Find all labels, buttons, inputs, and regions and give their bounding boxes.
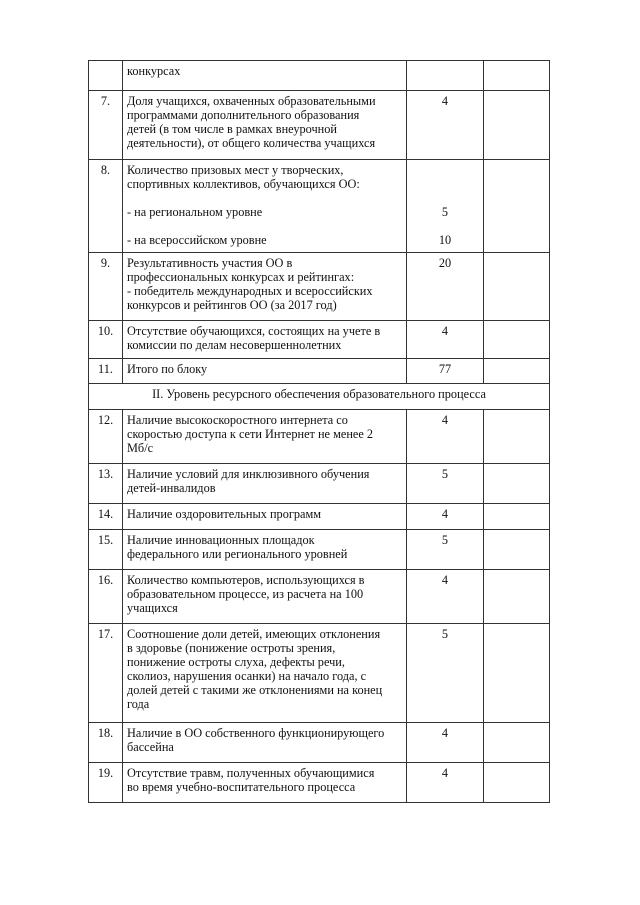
criterion-text-line: детей-инвалидов — [127, 481, 216, 495]
criterion-text-line: во время учебно-воспитательного процесса — [127, 780, 356, 794]
criterion-text-line: учащихся — [127, 601, 178, 615]
table-row — [89, 160, 550, 253]
empty-cell — [484, 359, 550, 384]
score-value: 4 — [441, 324, 449, 338]
criterion-text-line: бассейна — [127, 740, 174, 754]
criterion-name — [123, 253, 407, 321]
criterion-text-line: - на региональном уровне — [127, 205, 263, 219]
row-number: 15. — [89, 530, 123, 570]
score-value: 4 — [441, 413, 449, 427]
max-score — [407, 570, 484, 624]
row-number: 16. — [89, 570, 123, 624]
criterion-name — [123, 504, 407, 530]
criteria-table-body — [89, 61, 550, 803]
criterion-text-line: образовательном процессе, из расчета на 100 — [127, 587, 364, 601]
max-score — [407, 530, 484, 570]
criterion-name — [123, 763, 407, 803]
criterion-name — [123, 91, 407, 160]
table-row — [89, 570, 550, 624]
max-score — [407, 91, 484, 160]
criterion-name — [123, 61, 407, 91]
criterion-text-line: понижение остроты слуха, дефекты речи, — [127, 655, 345, 669]
table-row — [89, 359, 550, 384]
empty-cell — [484, 61, 550, 91]
table-row — [89, 763, 550, 803]
row-number: 17. — [89, 624, 123, 723]
criterion-text-line: деятельности), от общего количества учащихся — [127, 136, 376, 150]
criterion-text-line: федерального или регионального уровней — [127, 547, 348, 561]
table-row — [89, 530, 550, 570]
criterion-text-line: Доля учащихся, охваченных образовательными — [127, 94, 376, 108]
criterion-text-line: Наличие инновационных площадок — [127, 533, 315, 547]
criterion-text-line: Наличие оздоровительных программ — [127, 507, 322, 521]
score-value: 4 — [441, 766, 449, 780]
table-row — [89, 624, 550, 723]
score-value — [411, 177, 479, 191]
max-score — [407, 464, 484, 504]
score-value: 4 — [441, 507, 449, 521]
criterion-text-line: Наличие в ОО собственного функционирующего — [127, 726, 385, 740]
criterion-text-line: скоростью доступа к сети Интернет не менее 2 — [127, 427, 374, 441]
score-value: 4 — [441, 573, 449, 587]
max-score — [407, 624, 484, 723]
table-row — [89, 253, 550, 321]
max-score — [407, 410, 484, 464]
empty-cell — [484, 91, 550, 160]
table-row — [89, 410, 550, 464]
row-number: 10. — [89, 321, 123, 359]
criterion-name — [123, 464, 407, 504]
empty-cell — [484, 504, 550, 530]
row-number: 18. — [89, 723, 123, 763]
criterion-name — [123, 530, 407, 570]
criterion-text-line — [127, 219, 402, 233]
max-score — [407, 160, 484, 253]
criterion-text-line: долей детей с такими же отклонениями на конец — [127, 683, 383, 697]
empty-cell — [484, 253, 550, 321]
criterion-text-line: Результативность участия ОО в — [127, 256, 293, 270]
criterion-text-line: конкурсов и рейтингов ОО (за 2017 год) — [127, 298, 337, 312]
row-number: 9. — [89, 253, 123, 321]
score-value — [411, 64, 479, 78]
empty-cell — [484, 160, 550, 253]
max-score — [407, 61, 484, 91]
score-value: 5 — [441, 205, 449, 219]
section-title: II. Уровень ресурсного обеспечения образовательного процесса — [89, 384, 550, 410]
criterion-text-line: - на всероссийском уровне — [127, 233, 267, 247]
score-value: 4 — [441, 726, 449, 740]
empty-cell — [484, 410, 550, 464]
table-row — [89, 464, 550, 504]
criterion-text-line: года — [127, 697, 150, 711]
criterion-name — [123, 160, 407, 253]
criterion-name — [123, 723, 407, 763]
criterion-text-line: программами дополнительного образования — [127, 108, 360, 122]
empty-cell — [484, 723, 550, 763]
criterion-text-line: детей (в том числе в рамках внеурочной — [127, 122, 337, 136]
criterion-text-line: Соотношение доли детей, имеющих отклонения — [127, 627, 381, 641]
criterion-text-line: конкурсах — [127, 64, 181, 78]
score-value: 5 — [441, 627, 449, 641]
row-number: 19. — [89, 763, 123, 803]
table-row — [89, 723, 550, 763]
max-score — [407, 253, 484, 321]
criterion-text-line: спортивных коллективов, обучающихся ОО: — [127, 177, 360, 191]
table-row — [89, 504, 550, 530]
max-score — [407, 763, 484, 803]
row-number — [89, 61, 123, 91]
max-score — [407, 723, 484, 763]
criterion-text-line — [127, 191, 402, 205]
score-value — [411, 163, 479, 177]
criterion-text-line: - победитель международных и всероссийских — [127, 284, 373, 298]
empty-cell — [484, 321, 550, 359]
table-row — [89, 61, 550, 91]
max-score — [407, 504, 484, 530]
criterion-text-line: в здоровье (понижение остроты зрения, — [127, 641, 336, 655]
empty-cell — [484, 763, 550, 803]
row-number: 11. — [89, 359, 123, 384]
criterion-text-line: Мб/с — [127, 441, 154, 455]
criterion-name — [123, 570, 407, 624]
criteria-table — [88, 60, 550, 803]
criterion-text-line: комиссии по делам несовершеннолетних — [127, 338, 342, 352]
empty-cell — [484, 624, 550, 723]
criterion-text-line: Наличие высокоскоростного интернета со — [127, 413, 348, 427]
empty-cell — [484, 570, 550, 624]
empty-cell — [484, 464, 550, 504]
criterion-name — [123, 410, 407, 464]
score-value: 5 — [441, 533, 449, 547]
score-value — [411, 191, 479, 205]
row-number: 7. — [89, 91, 123, 160]
score-value — [411, 219, 479, 233]
criterion-text-line: Итого по блоку — [127, 362, 208, 376]
criterion-text-line: профессиональных конкурсах и рейтингах: — [127, 270, 355, 284]
criterion-name — [123, 359, 407, 384]
criterion-text-line: сколиоз, нарушения осанки) на начало года, с — [127, 669, 367, 683]
criterion-name — [123, 321, 407, 359]
criterion-text-line: Отсутствие травм, полученных обучающимися — [127, 766, 375, 780]
score-value: 4 — [441, 94, 449, 108]
row-number: 12. — [89, 410, 123, 464]
criterion-text-line: Количество призовых мест у творческих, — [127, 163, 344, 177]
score-value: 20 — [438, 256, 452, 270]
score-value: 5 — [441, 467, 449, 481]
empty-cell — [484, 530, 550, 570]
max-score — [407, 359, 484, 384]
criterion-text-line: Отсутствие обучающихся, состоящих на учете в — [127, 324, 381, 338]
row-number: 14. — [89, 504, 123, 530]
max-score — [407, 321, 484, 359]
table-row — [89, 321, 550, 359]
table-row — [89, 91, 550, 160]
row-number: 13. — [89, 464, 123, 504]
criterion-text-line: Наличие условий для инклюзивного обучения — [127, 467, 370, 481]
score-value: 77 — [438, 362, 452, 376]
score-value: 10 — [438, 233, 452, 247]
section-header-row — [89, 384, 550, 410]
row-number: 8. — [89, 160, 123, 253]
criterion-name — [123, 624, 407, 723]
criterion-text-line: Количество компьютеров, использующихся в — [127, 573, 365, 587]
